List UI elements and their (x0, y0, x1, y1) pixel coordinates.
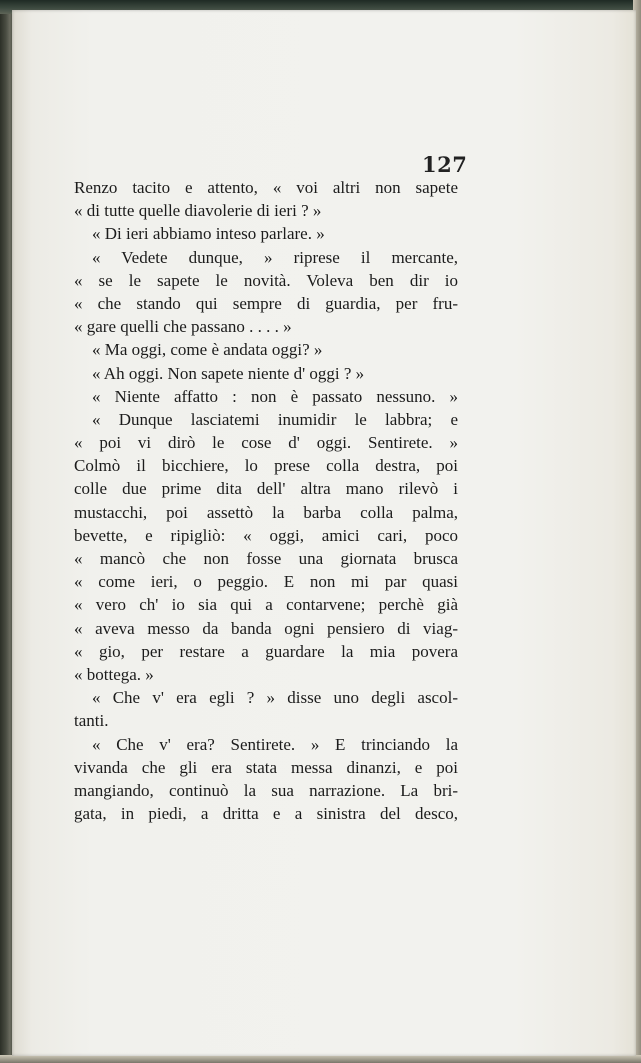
text-line: vivanda che gli era stata messa dinanzi, e poi (74, 757, 458, 777)
text-line: « poi vi dirò le cose d' oggi. Sentirete. » (74, 433, 458, 453)
text-line: « mancò che non fosse una giornata brusca (74, 549, 458, 568)
text-line: mangiando, continuò la sua narrazione. La bri- (74, 780, 458, 800)
book-bottom-edge (0, 1055, 641, 1063)
text-line: tanti. (74, 711, 109, 731)
text-line: « Che v' era? Sentirete. » E trinciando la (92, 734, 458, 754)
text-line: « Ma oggi, come è andata oggi? » (92, 340, 323, 360)
text-line: « di tutte quelle diavolerie di ieri ? » (74, 201, 322, 221)
text-line: « Ah oggi. Non sapete niente d' oggi ? » (92, 363, 365, 383)
text-line: Colmò il bicchiere, lo prese colla destra, poi (74, 456, 458, 476)
text-line: « Vedete dunque, » riprese il mercante, (92, 247, 458, 267)
page-text (74, 176, 458, 825)
text-line: « se le sapete le novità. Voleva ben dir io (74, 270, 458, 290)
text-line: mustacchi, poi assettò la barba colla palma, (74, 502, 458, 522)
text-line: « gare quelli che passano . . . . » (74, 317, 292, 337)
text-line: « vero ch' io sia qui a contarvene; perchè già (74, 595, 458, 615)
text-line: Renzo tacito e attento, « voi altri non sapete (74, 178, 458, 197)
text-line: gata, in piedi, a dritta e a sinistra del desco, (74, 804, 458, 824)
text-line: « come ieri, o peggio. E non mi par quasi (74, 572, 458, 592)
text-line: « Di ieri abbiamo inteso parlare. » (92, 224, 325, 244)
text-line: « che stando qui sempre di guardia, per fru- (74, 293, 458, 313)
text-line: « bottega. » (74, 664, 154, 684)
text-line: « Dunque lasciatemi inumidir le labbra; e (92, 409, 458, 429)
page-number: 127 (422, 152, 468, 177)
text-line: « Niente affatto : non è passato nessuno. » (92, 386, 458, 406)
text-line: colle due prime dita dell' altra mano rilevò i (74, 479, 458, 499)
text-line: « gio, per restare a guardare la mia povera (74, 641, 458, 661)
text-line: « aveva messo da banda ogni pensiero di viag- (74, 618, 458, 638)
text-line: « Che v' era egli ? » disse uno degli ascol- (92, 688, 458, 708)
text-line: bevette, e ripigliò: « oggi, amici cari, poco (74, 525, 458, 545)
